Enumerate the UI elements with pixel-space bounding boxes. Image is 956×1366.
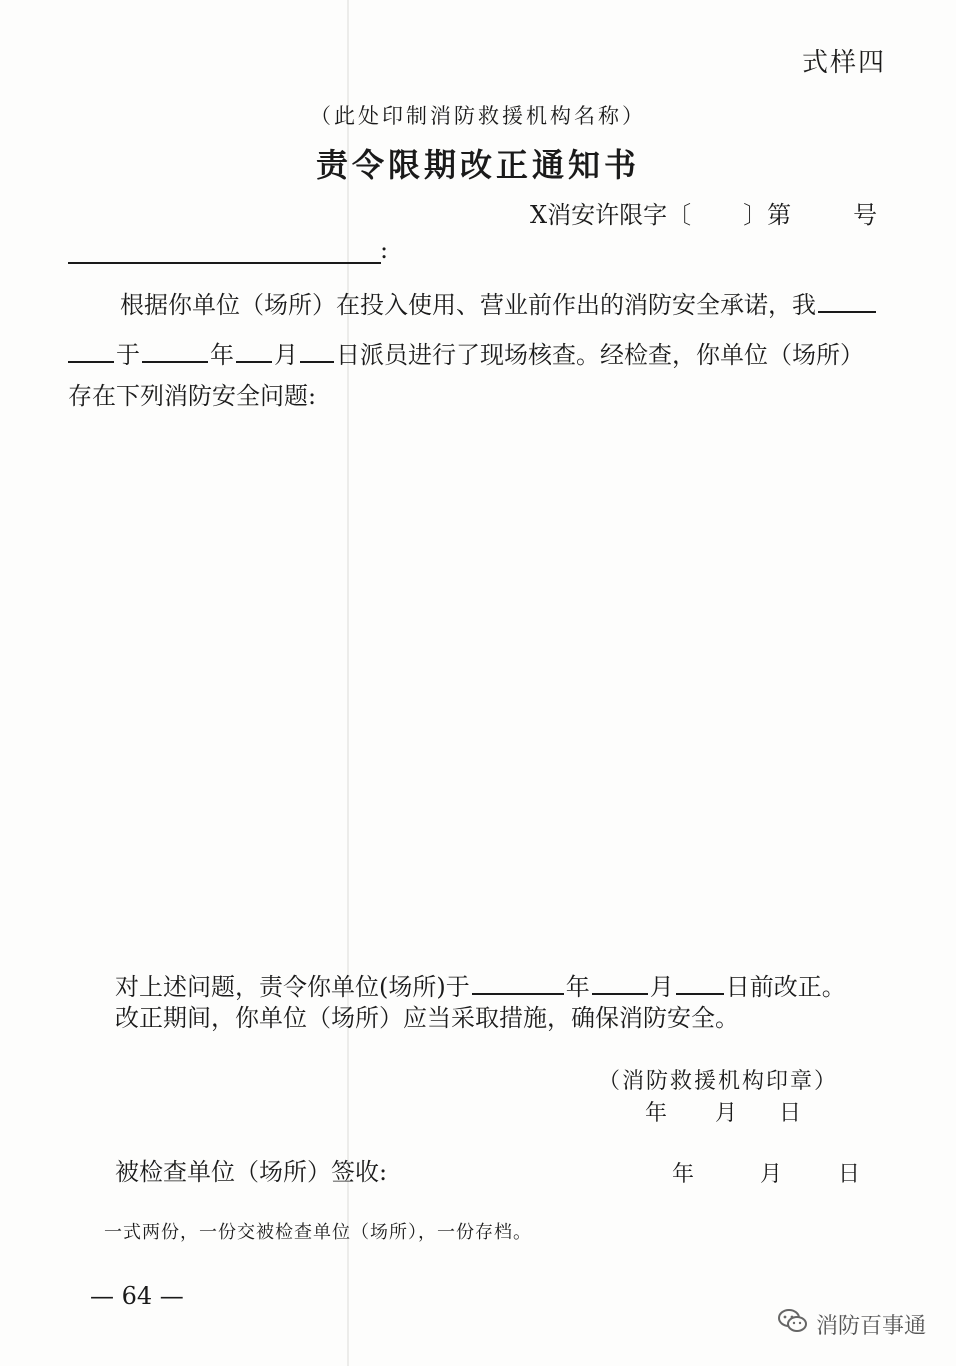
seal-date [645,1096,801,1127]
paragraph-1-line-2 [68,336,864,369]
seal-month: 月 [715,1101,738,1126]
paragraph-2-line-2: 改正期间，你单位（场所）应当采取措施，确保消防安全。 [115,1004,739,1032]
copies-note: 一式两份，一份交被检查单位（场所），一份存档。 [104,1222,532,1243]
document-title: 责令限期改正通知书 [315,146,640,184]
doc-number-suffix: 号 [853,201,878,229]
document-number [530,195,877,230]
blank-deadline-month [592,968,648,995]
wechat-icon [778,1308,808,1340]
signoff-label: 被检查单位（场所）签收: [115,1158,388,1186]
paragraph-1-line-1 [120,286,878,319]
blank-year [142,336,208,363]
paragraph-1-line-3: 存在下列消防安全问题: [68,382,317,410]
p2-line1-text: 对上述问题，责令你单位(场所)于 [115,973,470,1002]
recipient-blank [68,262,381,264]
blank-deadline-year [472,968,564,995]
doc-number-prefix: X消安许限字〔 [530,201,692,229]
p2-month: 月 [649,973,674,1002]
watermark-text: 消防百事通 [815,1313,926,1339]
seal-day: 日 [779,1101,802,1126]
organization-name-note: （此处印制消防救援机构名称） [310,104,646,128]
signoff-day: 日 [838,1162,861,1187]
signoff-month: 月 [760,1162,783,1187]
p2-line1-rest: 日前改正。 [725,973,846,1002]
seal-label: （消防救援机构印章） [598,1069,839,1094]
signoff-date [672,1157,860,1188]
page-number: — 64 — [90,1282,184,1310]
doc-number-mid: 〕第 [743,201,792,229]
seal-year: 年 [645,1101,668,1126]
watermark [778,1308,926,1340]
paragraph-2-line-1 [115,968,846,1001]
style-label: 式样四 [801,48,886,78]
p1-line2-rest: 日派员进行了现场核查。经检查，你单位（场所） [336,341,864,370]
blank-deadline-day [676,968,724,995]
signoff-year: 年 [672,1162,695,1187]
blank-unit [818,286,876,313]
p1-month: 月 [274,341,298,370]
p1-line1-text: 根据你单位（场所）在投入使用、营业前作出的消防安全承诺，我 [120,291,816,320]
p1-yu: 于 [116,341,140,370]
p1-year: 年 [210,341,234,370]
blank-day [300,336,334,363]
recipient-colon: : [380,236,389,264]
blank-month [236,336,272,363]
p2-year: 年 [565,973,590,1002]
blank-unit-cont [68,336,114,363]
